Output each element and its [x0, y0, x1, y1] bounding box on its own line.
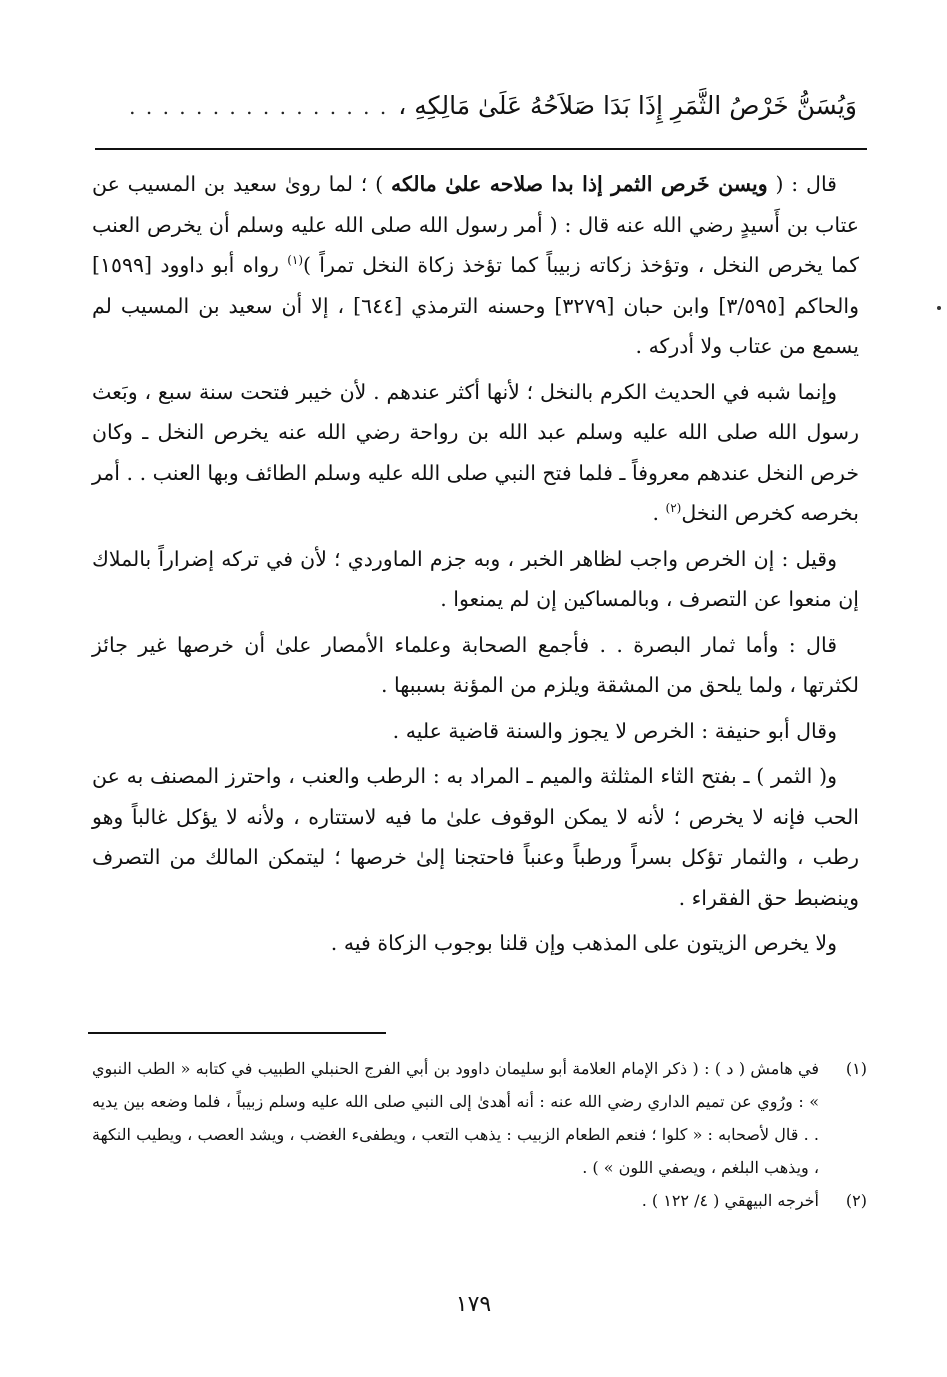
paragraph-4: قال : وأما ثمار البصرة . . فأجمع الصحابة وعلماء الأمصار علىٰ أن خرصها غير جائز لكثرتها ، ولما يلحق من المشقة ويلزم من المؤنة بسببها . [92, 632, 859, 697]
footnote-1-text: في هامش ( د ) : ( ذكر الإمام العلامة أبو سليمان داوود بن أبي الفرج الحنبلي الطبيب في كتابه « الطب النبوي » : ورُوي عن تميم الداري رضي الله عنه : أنه أهدىٰ إلى النبي صلى الله عليه وسلم زبيباً ، فلما وضعه بين يديه . . قال لأصحابه : « كلوا ؛ فنعم الطعام الزبيب : يذهب التعب ، ويطفىء الغضب ، ويشد العصب ، ويطيب النكهة ، ويذهب البلغم ، ويصفي اللون » ) . [92, 1059, 820, 1177]
footnote-ref-2[interactable]: (٢) [665, 501, 682, 516]
header-verse: وَيُسَنُّ خَرْصُ الثَّمَرِ إِذَا بَدَا صَلاَحُهُ عَلَىٰ مَالِكِهِ ، [398, 91, 857, 120]
footnote-divider [88, 1032, 386, 1034]
page-number: ١٧٩ [455, 1292, 492, 1317]
footnotes [92, 1052, 867, 1217]
header-dots: . . . . . . . . . . . . . . . . [129, 95, 389, 119]
paragraph-2-tail: . [652, 501, 666, 525]
main-text [92, 164, 859, 969]
paragraph-1-matn: ويسن خَرص الثمر إذا بدا صلاحه علىٰ مالكه [390, 172, 768, 196]
footnote-2-text: أخرجه البيهقي ( ٤/ ١٢٢ ) . [641, 1191, 819, 1210]
paragraph-2 [92, 372, 859, 534]
paragraph-1 [92, 164, 859, 367]
paragraph-1-lead: قال : ( [767, 172, 837, 196]
paragraph-1-tail: رواه أبو داوود [١٥٩٩] والحاكم [٣/٥٩٥] وابن حبان [٣٢٧٩] وحسنه الترمذي [٦٤٤] ، إلا أن سعيد بن المسيب لم يسمع من عتاب ولا أدركه . [92, 253, 859, 358]
footnote-ref-1[interactable]: (١) [287, 253, 304, 268]
paragraph-2-body: وإنما شبه في الحديث الكرم بالنخل ؛ لأنها أكثر عندهم . لأن خيبر فتحت سنة سبع ، وبَعث رسول الله صلى الله عليه وسلم عبد الله بن رواحة رضي الله عنه يخرص النخل ـ وكان خرص النخل عندهم معروفاً ـ فلما فتح النبي صلى الله عليه وسلم الطائف وبها العنب . . أمر بخرصه كخرص النخل [92, 379, 859, 525]
paragraph-7: ولا يخرص الزيتون على المذهب وإن قلنا بوجوب الزكاة فيه . [330, 931, 837, 955]
paragraph-6: و( الثمر ) ـ بفتح الثاء المثلثة والميم ـ المراد به : الرطب والعنب ، واحترز المصنف به عن الحب فإنه لا يخرص ؛ لأنه لا يمكن الوقوف علىٰ ما فيه لاستتاره ، ولأنه لا يؤكل غالباً وهو رطب ، والثمار تؤكل بسراً ورطباً وعنباً فاحتجنا إلىٰ خرصها ؛ ليتمكن المالك من التصرف وينضبط حق الفقراء . [92, 764, 859, 910]
paragraph-5: وقال أبو حنيفة : الخرص لا يجوز والسنة قاضية عليه . [392, 718, 837, 743]
margin-mark [937, 306, 941, 310]
header-divider [95, 148, 867, 150]
footnote-2 [92, 1184, 867, 1217]
running-header [95, 86, 857, 127]
footnote-1 [92, 1052, 867, 1184]
footnote-2-number: (٢) [845, 1191, 867, 1210]
paragraph-1-body: ) ؛ لما روىٰ سعيد بن المسيب عن عتاب بن أَسيدٍ رضي الله عنه قال : ( أمر رسول الله صلى الله عليه وسلم أن يخرص العنب كما يخرص النخل ، وتؤخذ زكاته زبيباً كما تؤخذ زكاة النخل تمراً ) [92, 172, 859, 277]
footnote-1-number: (١) [845, 1059, 867, 1078]
paragraph-3: وقيل : إن الخرص واجب لظاهر الخبر ، وبه جزم الماوردي ؛ لأن في تركه إضراراً بالملاك إن منعوا عن التصرف ، وبالمساكين إن لم يمنعوا . [92, 546, 859, 611]
